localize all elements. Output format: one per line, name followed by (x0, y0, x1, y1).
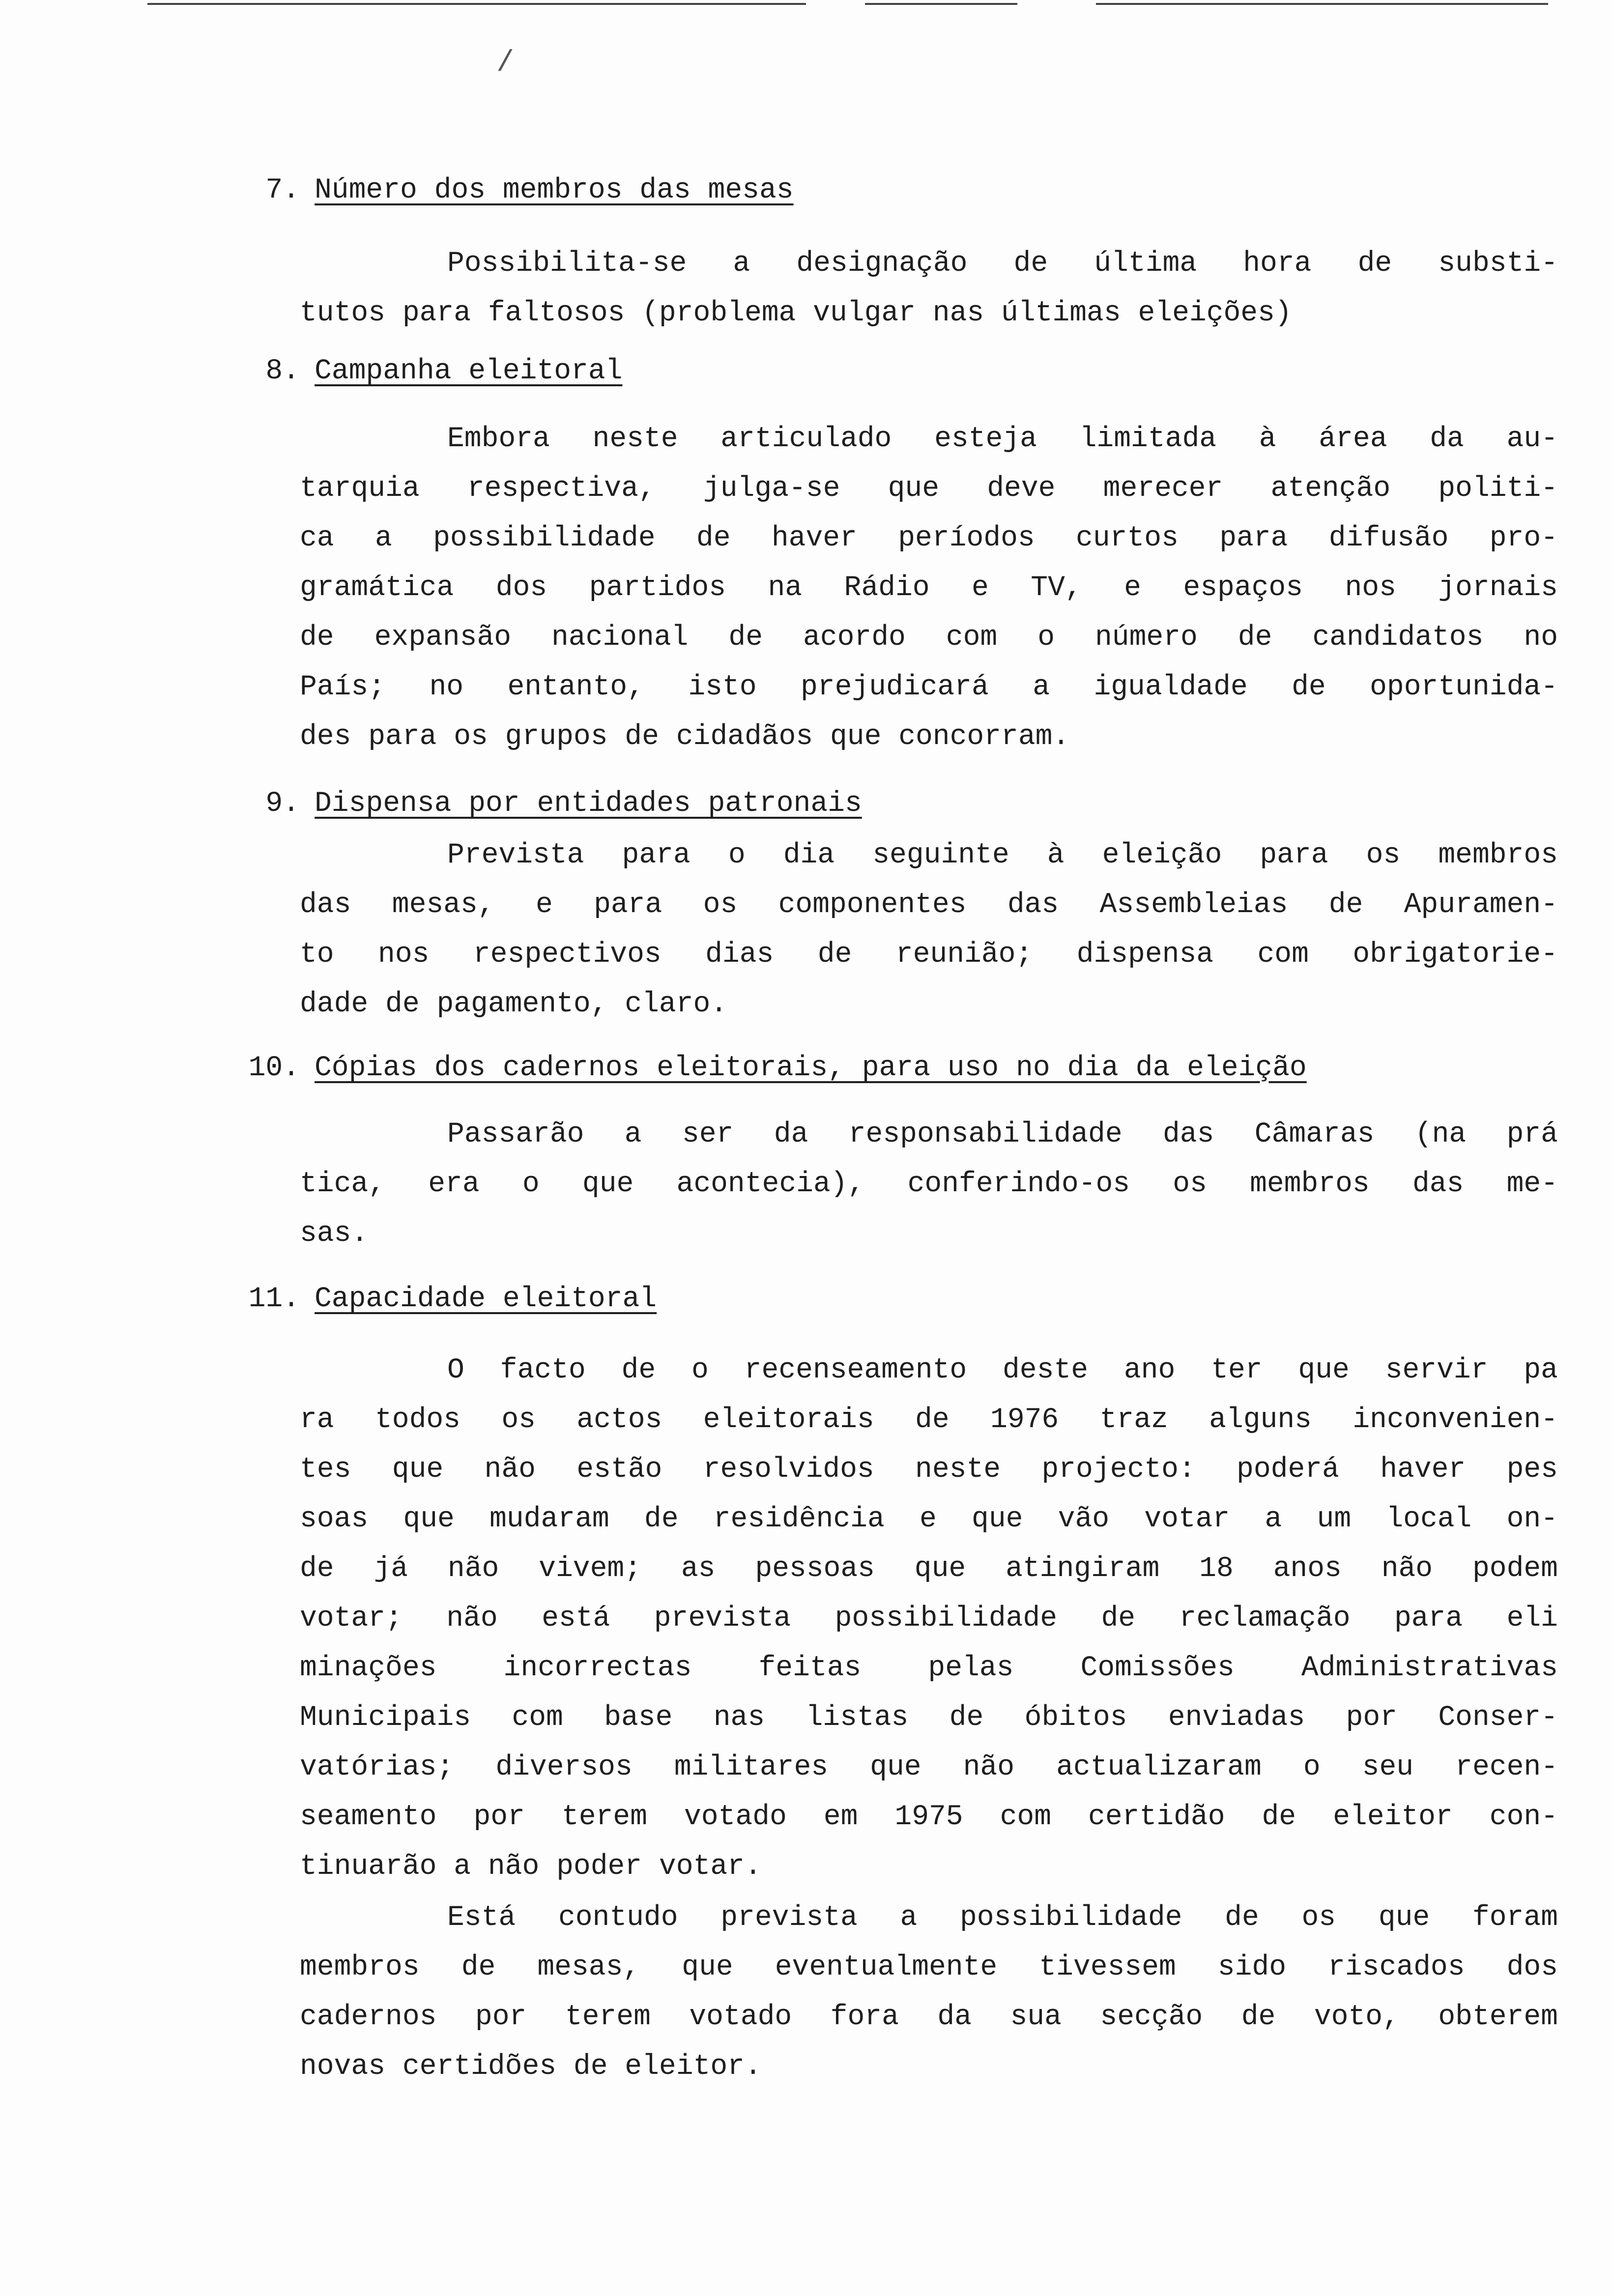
text-line: soas que mudaram de residência e que vão votar a um local on- (300, 1503, 1558, 1535)
text-line: sas. (300, 1218, 369, 1250)
text-line: País; no entanto, isto prejudicará a igualdade de oportunida- (300, 671, 1558, 703)
top-rule-3 (1096, 3, 1548, 5)
text-line: votar; não está prevista possibilidade de reclamação para eli (300, 1603, 1558, 1635)
text-line: tinuarão a não poder votar. (300, 1851, 762, 1883)
text-line: novas certidões de eleitor. (300, 2051, 762, 2083)
section-paragraph (300, 414, 1558, 762)
section-title: Cópias dos cadernos eleitorais, para uso no dia da eleição (315, 1052, 1307, 1084)
section-title: Número dos membros das mesas (315, 174, 794, 206)
section-number: 8. (265, 355, 300, 387)
text-line: vatórias; diversos militares que não actualizaram o seu recen- (300, 1751, 1558, 1783)
text-line: ca a possibilidade de haver períodos curtos para difusão pro- (300, 522, 1558, 554)
text-line: Embora neste articulado esteja limitada à área da au- (447, 423, 1558, 455)
text-line: de expansão nacional de acordo com o número de candidatos no (300, 622, 1558, 654)
section-heading-11 (216, 1282, 657, 1317)
top-rule-1 (147, 3, 806, 5)
scan-mark: / (496, 47, 515, 80)
text-line: dade de pagamento, claro. (300, 988, 728, 1020)
section-title: Campanha eleitoral (315, 355, 623, 387)
text-line: de já não vivem; as pessoas que atingiram 18 anos não podem (300, 1553, 1558, 1585)
section-paragraph (300, 1346, 1558, 1892)
text-line: tica, era o que acontecia), conferindo-os os membros das me- (300, 1168, 1558, 1200)
section-paragraph (300, 1893, 1558, 2092)
section-title: Dispensa por entidades patronais (315, 788, 862, 820)
text-line: Prevista para o dia seguinte à eleição para os membros (447, 839, 1558, 871)
text-line: Municipais com base nas listas de óbitos enviadas por Conser- (300, 1702, 1558, 1734)
text-line: O facto de o recenseamento deste ano ter que servir pa (447, 1354, 1558, 1386)
text-line: membros de mesas, que eventualmente tivessem sido riscados dos (300, 1952, 1558, 1983)
text-line: tes que não estão resolvidos neste projecto: poderá haver pes (300, 1454, 1558, 1486)
text-line: seamento por terem votado em 1975 com certidão de eleitor con- (300, 1801, 1558, 1833)
section-paragraph (300, 239, 1558, 338)
section-number: 7. (265, 174, 300, 206)
text-line: ra todos os actos eleitorais de 1976 traz alguns inconvenien- (300, 1404, 1558, 1436)
text-line: cadernos por terem votado fora da sua secção de voto, obterem (300, 2001, 1558, 2033)
section-title: Capacidade eleitoral (315, 1283, 657, 1315)
section-paragraph (300, 1110, 1558, 1259)
section-paragraph (300, 831, 1558, 1029)
text-line: tarquia respectiva, julga-se que deve merecer atenção politi- (300, 473, 1558, 505)
section-heading-10 (216, 1051, 1307, 1086)
section-number: 9. (265, 788, 300, 820)
text-line: tutos para faltosos (problema vulgar nas últimas eleições) (300, 297, 1292, 329)
section-number: 10. (248, 1052, 300, 1084)
section-heading-8 (216, 354, 623, 389)
text-line: gramática dos partidos na Rádio e TV, e espaços nos jornais (300, 572, 1558, 604)
text-line: das mesas, e para os componentes das Assembleias de Apuramen- (300, 889, 1558, 921)
section-number: 11. (248, 1283, 300, 1315)
text-line: to nos respectivos dias de reunião; dispensa com obrigatorie- (300, 939, 1558, 971)
text-line: Passarão a ser da responsabilidade das Câmaras (na prá (447, 1119, 1558, 1150)
section-heading-7 (216, 173, 794, 208)
text-line: des para os grupos de cidadãos que concorram. (300, 721, 1070, 753)
section-heading-9 (216, 786, 862, 822)
text-line: Possibilita-se a designação de última hora de substi- (447, 248, 1558, 280)
text-line: minações incorrectas feitas pelas Comissões Administrativas (300, 1652, 1558, 1684)
text-line: Está contudo prevista a possibilidade de os que foram (447, 1902, 1558, 1934)
top-rule-2 (865, 3, 1017, 5)
